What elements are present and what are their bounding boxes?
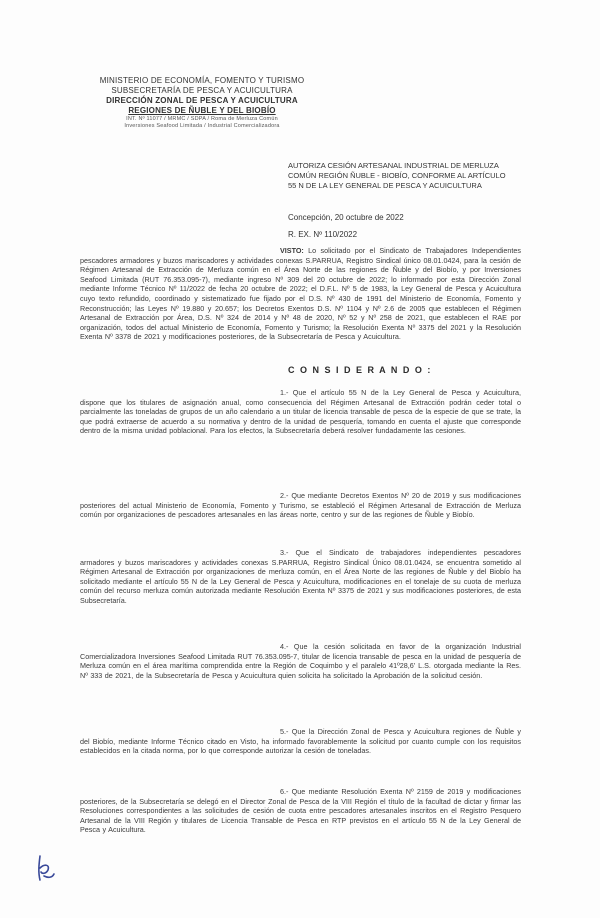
considerando-item-text: 2.- Que mediante Decretos Exentos Nº 20 de 2019 y sus modificaciones posteriores del actual Ministerio de Economía, Fomento y Turismo, se estableció el Régimen Artesanal de Extracción de Merluza común por organizaciones de pescadores artesanales en las áreas norte, centro y sur de las regiones de Ñuble y Biobío.	[80, 491, 521, 520]
considerando-heading: C O N S I D E R A N D O :	[288, 365, 432, 375]
visto-paragraph	[80, 246, 521, 342]
considerando-item-text: 5.- Que la Dirección Zonal de Pesca y Acuicultura regiones de Ñuble y del Biobío, mediante Informe Técnico citado en Visto, ha informado favorablemente la solicitud por cuanto cumple con los requisitos establecidos en la citada norma, por lo que corresponde autorizar la cesión de toneladas.	[80, 727, 521, 756]
considerando-item-text: 4.- Que la cesión solicitada en favor de la organización Industrial Comercializadora Inversiones Seafood Limitada RUT 76.353.095-7, titular de licencia transable de pesca en la unidad de pesquería de Merluza común en el área marítima comprendida entre la Región de Coquimbo y el paralelo 41º28,6' L.S. otorgada mediante la Res. Nº 333 de 2021, de la Subsecretaría de Pesca y Acuicultura quien solicita ha solicitado la Aprobación de la solicitud cesión.	[80, 642, 521, 680]
considerando-item-6	[80, 787, 521, 835]
resolution-date: Concepción, 20 octubre de 2022	[288, 213, 404, 222]
considerando-item-1	[80, 388, 521, 436]
considerando-item-2	[80, 491, 521, 520]
regiones-line: REGIONES DE ÑUBLE Y DEL BIOBÍO	[128, 106, 276, 115]
letterhead	[82, 76, 322, 130]
considerando-item-5	[80, 727, 521, 756]
direccion-line: DIRECCIÓN ZONAL DE PESCA Y ACUICULTURA	[106, 96, 298, 105]
considerando-item-text: 6.- Que mediante Resolución Exenta Nº 2159 de 2019 y modificaciones posteriores, de la Subsecretaría se delegó en el Director Zonal de Pesca de la VIII Región el título de la facultad de dictar y firmar las Resoluciones correspondientes a las solicitudes de cesión de cuota entre pescadores artesanales inscritos en el Registro Pesquero Artesanal de la VIII Región y titulares de Licencia Transable de Pesca en RTP previstos en el artículo 55 N de la Ley General de Pesca y Acuicultura.	[80, 787, 521, 835]
considerando-item-4	[80, 642, 521, 680]
reference-line-2: Inversiones Seafood Limitada / Industrial Comercializadora	[124, 123, 280, 129]
ministry-line: MINISTERIO DE ECONOMÍA, FOMENTO Y TURISMO	[99, 76, 305, 85]
visto-label: VISTO:	[280, 246, 304, 255]
resolution-subject: AUTORIZA CESIÓN ARTESANAL INDUSTRIAL DE MERLUZA COMÚN REGIÓN ÑUBLE - BIOBÍO, CONFORME AL ARTÍCULO 55 N DE LA LEY GENERAL DE PESCA Y ACUICULTURA	[288, 161, 506, 190]
resolution-number: R. EX. Nº 110/2022	[288, 230, 358, 239]
considerando-item-text: 3.- Que el Sindicato de trabajadores independientes pescadores armadores y buzos mariscadores y actividades conexas S.PARRUA, Registro Sindical Único 08.01.0424, se encuentra sometido al Régimen Artesanal de Extracción por organizaciones de merluza común, en el Área Norte de las regiones de Ñuble y del Biobío ha solicitado mediante el artículo 55 N de la Ley General de Pesca y Acuicultura, modificaciones en el tonelaje de su cuota de merluza común del recurso merluza común autorizada mediante Resolución Exenta Nº 3375 de 2021 y sus modificaciones posteriores, de esta Subsecretaría.	[80, 548, 521, 605]
reference-line-1: INT. Nº 11077 / MRMC / SDPA / Roma de Merluza Común	[126, 116, 278, 122]
considerando-item-text: 1.- Que el artículo 55 N de la Ley General de Pesca y Acuicultura, dispone que los titulares de asignación anual, como consecuencia del Régimen Artesanal de Extracción podrán ceder total o parcialmente las toneladas de grupos de un año calendario a un titular de licencia transable de pesca de la especie de que se trate, la que podrá extraerse de acuerdo a su normativa y dentro de la unidad de pesquería, tomando en cuenta el ajuste que corresponde dentro de la misma unidad poblacional. Para los efectos, la Subsecretaría deberá resolver fundadamente las cesiones.	[80, 388, 521, 436]
visto-text: Lo solicitado por el Sindicato de Trabajadores Independientes pescadores armadores y buzos mariscadores y actividades conexas S.PARRUA, Registro Sindical único 08.01.0424, para la cesión de Régimen Artesanal de Extracción de Merluza común en el Área Norte de las regiones de Ñuble y del Biobío, y por Inversiones Seafood Limitada (RUT 76.353.095-7), mediante ingreso Nº 309 del 20 octubre de 2022; lo informado por esta Dirección Zonal mediante Informe Técnico Nº 11/2022 de fecha 20 octubre de 2022; el D.F.L. Nº 5 de 1983, la Ley General de Pesca y Acuicultura cuyo texto refundido, coordinado y sistematizado fue fijado por el D.S. Nº 430 de 1991 del Ministerio de Economía, Fomento y Reconstrucción; las Leyes Nº 19.880 y 20.657; los Decretos Exentos D.S. Nº 1104 y Nº 2.6 de 2005 que establecen el Régimen Artesanal de Extracción por Área, D.S. Nº 324 de 2014 y Nº 48 de 2020, Nº 52 y Nº 258 de 2021, que establecen el RAE por organización, todos del actual Ministerio de Economía, Fomento y Turismo; la Resolución Exenta Nº 3375 del 2021 y la Resolución Exenta Nº 3378 de 2021 y modificaciones posteriores, de la Subsecretaría de Pesca y Acuicultura.	[80, 246, 522, 342]
considerando-item-3	[80, 548, 521, 606]
initials-signature	[34, 852, 58, 884]
subsecretaria-line: SUBSECRETARÍA DE PESCA Y ACUICULTURA	[111, 86, 293, 95]
